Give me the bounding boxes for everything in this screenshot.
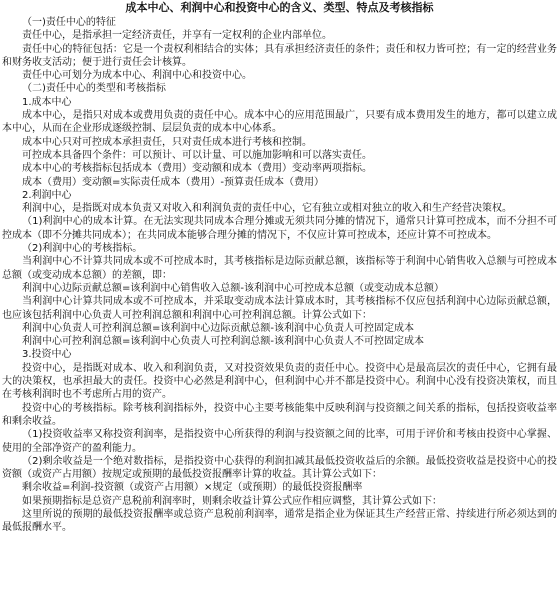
paragraph: （1)利润中心的成本计算。在无法实现共同成本合理分摊或无须共同分摊的情况下，通常只计算可控成本，而不分担不可控成本（即不分摊共同成本）；在共同成本能够合理分摊的情况下，不仅应计算可控成本，还应计算不可控成本。 (2, 216, 557, 241)
paragraph: 责任中心，是指承担一定经济责任，并享有一定权利的企业内部单位。 (22, 30, 332, 42)
paragraph: （2)利润中心的考核指标。 (22, 243, 143, 255)
paragraph: （一)责任中心的特征 (22, 17, 116, 28)
document-title: 成本中心、利润中心和投资中心的含义、类型、特点及考核指标 (125, 1, 434, 14)
paragraph: （1)投资收益率又称投资利润率，是指投资中心所获得的利润与投资额之间的比率，可用于评价和考核由投资中心掌握、使用的全部净资产的盈利能力。 (2, 429, 557, 454)
paragraph: 成本中心只对可控成本承担责任，只对责任成本进行考核和控制。 (22, 136, 312, 148)
paragraph: （2)剩余收益是一个绝对数指标，是指投资中心获得的利润扣减其最低投资收益后的余额。最低投资收益是投资中心的投资额（或资产占用额）按规定或预期的最低投资报酬率计算的收益。其计算公式如下： (2, 455, 557, 481)
paragraph: 利润中心可控利润总额=该利润中心负责人可控利润总额-该利润中心负责人不可控固定成本 (22, 336, 424, 348)
paragraph: 投资中心的考核指标。除考核利润指标外，投资中心主要考核能集中反映利润与投资额之间关系的指标，包括投资收益率和剩余收益。 (2, 402, 557, 427)
paragraph: 利润中心，是指既对成本负责又对收入和利润负责的责任中心，它有独立或相对独立的收入和生产经营决策权。 (22, 203, 512, 215)
paragraph: 投资中心，是指既对成本、收入和利润负责，又对投资效果负责的责任中心。投资中心是最高层次的责任中心，它拥有最大的决策权，也承担最大的责任。投资中心必然是利润中心，但利润中心并不都是投资中心。利润中心没有投资决策权，而且在考核利润时也不考虑所占用的资产。 (2, 362, 557, 401)
paragraph: 责任中心可划分为成本中心、利润中心和投资中心。 (22, 70, 252, 82)
paragraph: 如果预期指标是总资产息税前利润率时，则剩余收益计算公式应作相应调整，其计算公式如下： (22, 495, 442, 507)
paragraph: 当利润中心不计算共同成本或不可控成本时，其考核指标是边际贡献总额，该指标等于利润中心销售收入总额与可控成本总额（或变动成本总额）的差额，即： (2, 256, 557, 281)
paragraph: 1.成本中心 (22, 96, 72, 108)
paragraph: 剩余收益=利润-投资额（或资产占用额）×规定（或预期）的最低投资报酬率 (22, 482, 363, 494)
paragraph: 当利润中心计算共同成本或不可控成本，并采取变动成本法计算成本时，其考核指标不仅应包括利润中心边际贡献总额，也应该包括利润中心负责人可控利润总额和利润中心可控利润总额。计算公式如下： (2, 296, 557, 321)
paragraph: 3.投资中心 (22, 349, 72, 361)
paragraph: （二)责任中心的类型和考核指标 (22, 83, 166, 95)
paragraph: 责任中心的特征包括：它是一个责权利相结合的实体；具有承担经济责任的条件；责任和权力皆可控；有一定的经营业务和财务收支活动；便于进行责任会计核算。 (2, 43, 557, 68)
document-body (2, 16, 557, 535)
paragraph: 成本（费用）变动额=实际责任成本（费用）-预算责任成本（费用） (22, 176, 324, 188)
paragraph: 成本中心的考核指标包括成本（费用）变动额和成本（费用）变动率两项指标。 (22, 163, 372, 175)
paragraph: 这里所说的预期的最低投资报酬率或总资产息税前利润率，通常是指企业为保证其生产经营正常、持续进行所必须达到的最低报酬水平。 (2, 508, 557, 534)
paragraph: 利润中心负责人可控利润总额=该利润中心边际贡献总额-该利润中心负责人可控固定成本 (22, 322, 414, 334)
paragraph: 利润中心边际贡献总额=该利润中心销售收入总额-该利润中心可控成本总额（或变动成本总额） (22, 282, 444, 294)
paragraph: 成本中心，是指只对成本或费用负责的责任中心。成本中心的应用范围最广，只要有成本费用发生的地方，都可以建立成本中心，从而在企业形成逐级控制、层层负责的成本中心体系。 (2, 110, 557, 135)
paragraph: 可控成本具备四个条件：可以预计、可以计量、可以施加影响和可以落实责任。 (22, 149, 372, 161)
paragraph: 2.利润中心 (22, 189, 72, 201)
